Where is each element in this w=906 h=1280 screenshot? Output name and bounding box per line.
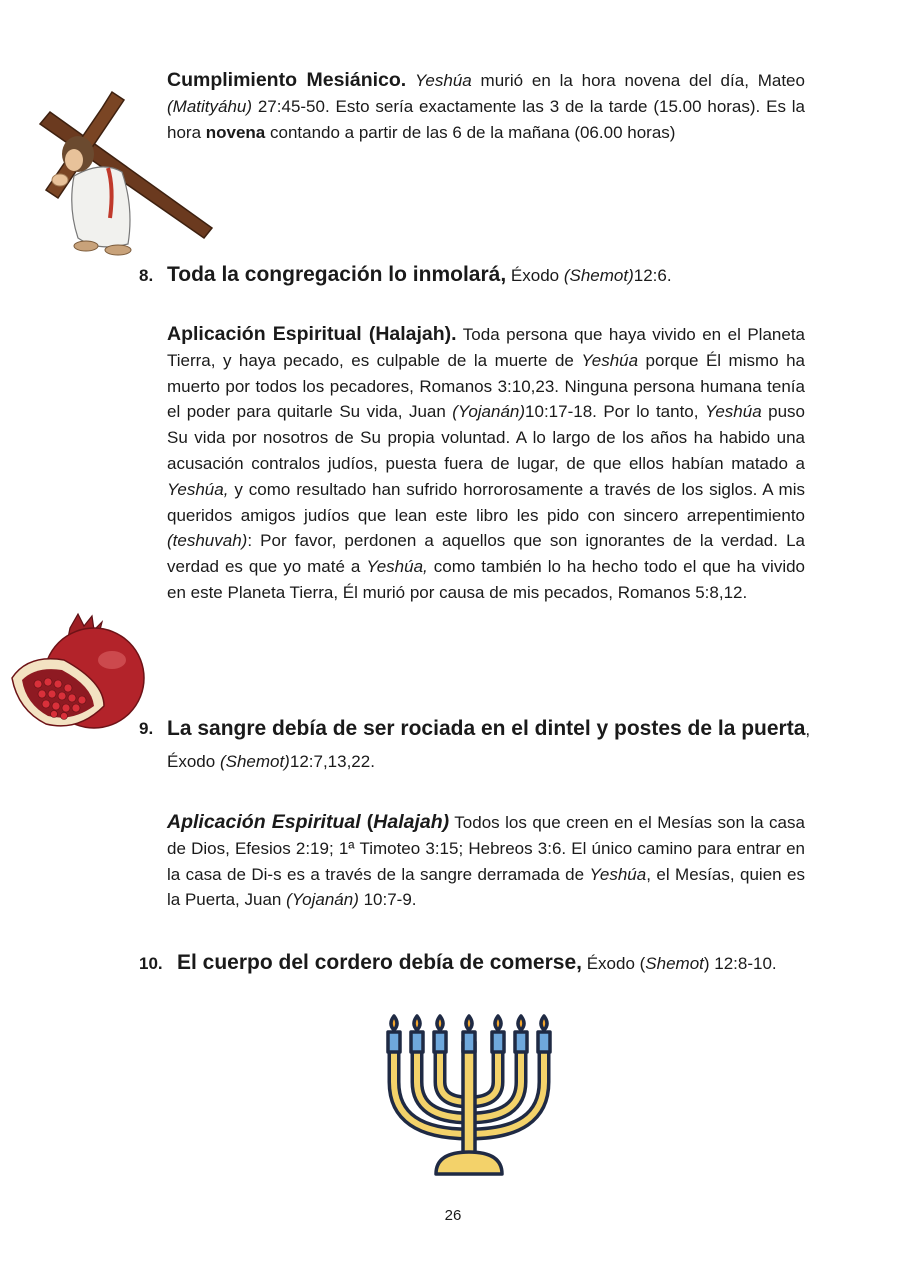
ref-text: 12:7,13,22. [289,752,375,771]
text: ( [360,811,374,833]
text: Todos los que creen en el Mesías son la casa de Dios, Efesios 2:19; 1ª Timoteo 3:15; Hebreos 3:6. El único camino para entrar en la casa de Di-s es a través de la sangre derramada de [167,813,805,884]
text: 27:45-50. Esto sería exactamente las 3 de la tarde (15.00 horas). Es la hora [167,96,805,142]
term-yojanan: (Yojanán) [286,890,359,910]
text: murió en la hora novena del día, Mateo [471,71,805,90]
term-yeshua: Yeshúa [415,71,472,90]
item-number: 10. [139,954,163,973]
text: puso Su vida por nosotros de Su propia voluntad. A lo largo de los años ha habido una acusación contralos judíos, puesta fuera de lugar, de que ellos habían matado a [167,402,805,473]
text: como también lo ha hecho todo el que ha vivido en este Planeta Tierra, Él murió por causa de mis pecados, Romanos 5:8,12. [167,557,806,602]
heading-9 [139,713,819,778]
term-matityahu: (Matityáhu) [167,96,253,116]
term-novena: novena [205,122,266,142]
term-yeshua: Yeshúa [704,402,762,422]
term-teshuvah: (teshuvah) [167,531,248,551]
spiritual-application-heading: Aplicación Espiritual (Halajah). [167,323,457,345]
text: porque Él mismo ha muerto por todos los pecadores, Romanos 3:10,23. Ninguna persona humana tenía el poder para quitarle Su vida, Juan [167,350,805,422]
ref-text: Éxodo [506,266,564,285]
ref-text: 12:6. [633,266,672,285]
text: , el Mesías, quien es la Puerta, Juan [167,864,805,910]
spiritual-application-heading: Aplicación Espiritual [167,811,361,833]
text: 10:7-9. [358,890,417,910]
item-number: 8. [139,266,154,285]
item-number: 9. [139,719,154,738]
spiritual-application-9 [167,810,805,913]
text: : Por favor, perdonen a aquellos que son ignorantes de la verdad. La verdad es que yo maté a [167,531,805,577]
term-yeshua: Yeshúa [589,864,647,884]
heading-title: El cuerpo del cordero debía de comerse, [177,951,582,974]
term-halajah: Halajah) [373,811,450,833]
text: Toda persona que haya vivido en el Planeta Tierra, y haya pecado, es culpable de la muerte de [167,325,805,370]
heading-8 [139,263,839,287]
term-shemot: (Shemot) [563,266,634,285]
heading-title: La sangre debía de ser rociada en el dintel y postes de la puerta [167,717,806,740]
term-yeshua: Yeshúa [581,350,639,370]
term-yeshua: Yeshúa, [366,557,428,577]
messianic-fulfillment-section [167,68,805,145]
term-shemot: (Shemot) [219,752,290,771]
messianic-fulfillment-heading: Cumplimiento Mesiánico. [167,69,407,91]
text: contando a partir de las 6 de la mañana (06.00 horas) [265,122,676,142]
text: 10:17-18. Por lo tanto, [525,402,705,422]
messianic-fulfillment-paragraph [167,68,805,145]
text: y como resultado han sufrido horrorosamente a través de los siglos. A mis queridos amigos judíos que lean este libro les pido con sincero arrepentimiento [167,479,805,525]
menorah-icon [386,1012,552,1178]
heading-title: Toda la congregación lo inmolará, [167,263,507,286]
ref-text: , Éxodo [167,720,811,771]
term-yeshua: Yeshúa, [167,479,229,499]
page-number: 26 [444,1207,462,1224]
heading-10 [139,951,859,975]
ref-text: Éxodo ( [581,954,646,973]
term-yojanan: (Yojanán) [452,402,526,422]
spiritual-application-paragraph [167,810,805,913]
spiritual-application-8 [167,322,805,606]
term-shemot: Shemot [645,954,704,973]
spiritual-application-paragraph [167,322,805,606]
pomegranate-icon [8,612,150,734]
ref-text: ) 12:8-10. [703,954,777,973]
